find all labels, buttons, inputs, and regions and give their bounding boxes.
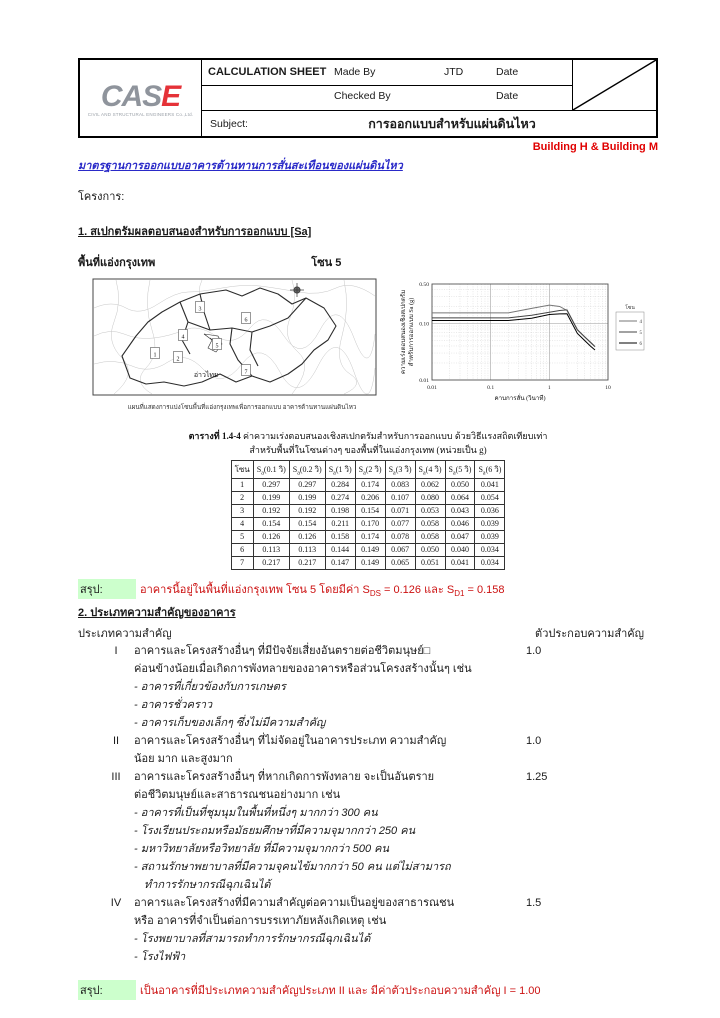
spectra-col-header: $S_a(6$ วิ) [475, 461, 505, 479]
importance-numeral: II [112, 734, 120, 747]
made-by-value: JTD [444, 66, 464, 78]
spectra-col-header: โซน [231, 461, 253, 479]
svg-text:0.1: 0.1 [487, 385, 495, 391]
logo-cas: CAS [100, 80, 162, 113]
summary-2-text: เป็นอาคารที่มีประเภทความสำคัญประเภท II และ มีค่าตัวประกอบความสำคัญ I = 1.00 [140, 984, 541, 997]
svg-text:10: 10 [605, 385, 611, 391]
svg-text:สำหรับการออกแบบ Sa (g): สำหรับการออกแบบ Sa (g) [408, 297, 415, 367]
sheet-header [78, 58, 658, 138]
summary-1 [78, 579, 658, 599]
standard-title: มาตรฐานการออกแบบอาคารต้านทานการสั่นสะเทือนของแผ่นดินไหว [78, 160, 403, 172]
importance-item [78, 768, 658, 894]
summary-1-label: สรุป: [78, 579, 136, 599]
importance-column-headers [78, 624, 658, 642]
svg-text:ความเร่งตอบสนองเชิงสเปกตรัม: ความเร่งตอบสนองเชิงสเปกตรัม [400, 289, 407, 375]
spectrum-chart-figure [396, 278, 654, 420]
importance-line: - อาคารชั่วคราว [134, 698, 213, 711]
importance-line: - สถานรักษาพยาบาลที่มีความจุคนไข้มากกว่า 50 คน แต่ไม่สามารถ [134, 860, 451, 873]
importance-line: อาคารและโครงสร้างอื่นๆ ที่มีปัจจัยเสี่ยงอันตรายต่อชีวิตมนุษย์□ [134, 644, 431, 657]
importance-line: อาคารและโครงสร้างอื่นๆ ที่ไม่จัดอยู่ในอาคารประเภท ความสำคัญ [134, 734, 447, 747]
importance-line: - อาคารที่เป็นที่ชุมนุมในพื้นที่หนึ่งๆ มากกว่า 300 คน [134, 806, 378, 819]
spectra-row: 3 0.192 0.192 0.198 0.154 0.071 0.053 0.043 0.036 [231, 504, 505, 517]
header-row-checked-by [202, 86, 572, 110]
spectra-col-header: $S_a(5$ วิ) [445, 461, 475, 479]
sheet-title: CALCULATION SHEET [208, 66, 327, 78]
sea-label: อ่าวไทย [193, 371, 219, 379]
spectra-row: 4 0.154 0.154 0.211 0.170 0.077 0.058 0.046 0.039 [231, 517, 505, 530]
area-zone-row [78, 253, 658, 271]
importance-line: - โรงไฟฟ้า [134, 950, 186, 963]
map-caption: แผนที่แสดงการแบ่งโซนพื้นที่แอ่งกรุงเทพเพื่อการออกแบบ อาคารต้านทานแผ่นดินไหว [127, 404, 357, 411]
svg-text:5: 5 [639, 331, 642, 336]
svg-text:7: 7 [244, 369, 248, 376]
header-corner-box [572, 60, 656, 110]
building-tag: Building H & Building M [532, 141, 658, 153]
svg-text:1: 1 [547, 385, 551, 391]
spectra-col-header: $S_a(1$ วิ) [325, 461, 355, 479]
svg-text:3: 3 [198, 306, 202, 313]
spectra-col-header: $S_a(3$ วิ) [385, 461, 415, 479]
spectra-col-header: $S_a(4$ วิ) [415, 461, 445, 479]
logo-text [100, 80, 181, 113]
table-caption [78, 429, 658, 457]
section1-title: 1. สเปกตรัมผลตอบสนองสำหรับการออกแบบ [Sa] [78, 226, 312, 238]
importance-line: - อาคารเก็บของเล็กๆ ซึ่งไม่มีความสำคัญ [134, 716, 326, 729]
checked-by-label: Checked By [334, 90, 391, 102]
bangkok-zone-map [92, 278, 377, 396]
svg-text:6: 6 [244, 317, 248, 324]
importance-col-left: ประเภทความสำคัญ [78, 627, 172, 640]
table-caption-text2: สำหรับพื้นที่ในโซนต่างๆ ของพื้นที่ในแอ่งกรุงเทพ (หน่วยเป็น g) [249, 445, 487, 455]
spectra-row: 7 0.217 0.217 0.147 0.149 0.065 0.051 0.041 0.034 [231, 556, 505, 569]
importance-line: - มหาวิทยาลัยหรือวิทยาลัย ที่มีความจุมากกว่า 500 คน [134, 842, 390, 855]
importance-item [78, 642, 658, 732]
svg-text:0.10: 0.10 [419, 321, 429, 328]
spectra-col-header: $S_a(0.2$ วิ) [289, 461, 325, 479]
figures-row [78, 278, 658, 420]
importance-factor: 1.0 [526, 644, 542, 657]
importance-col-right: ตัวประกอบความสำคัญ [535, 627, 644, 640]
section2-title: 2. ประเภทความสำคัญของอาคาร [78, 606, 236, 619]
importance-line: น้อย มาก และสูงมาก [134, 752, 233, 765]
svg-text:คาบการสั่น (วินาที): คาบการสั่น (วินาที) [494, 395, 546, 402]
spectra-row: 2 0.199 0.199 0.274 0.206 0.107 0.080 0.064 0.054 [231, 491, 505, 504]
date-label-2: Date [496, 90, 519, 102]
spectra-row: 1 0.297 0.297 0.284 0.174 0.083 0.062 0.050 0.041 [231, 478, 505, 491]
importance-numeral: I [114, 644, 118, 657]
subject-label: Subject: [210, 117, 248, 130]
area-label: พื้นที่แอ่งกรุงเทพ [78, 257, 156, 269]
importance-factor: 1.5 [526, 896, 542, 909]
diagonal-slash-icon [573, 60, 656, 110]
importance-line: - โรงพยาบาลที่สามารถทำการรักษากรณีฉุกเฉินได้ [134, 932, 371, 945]
company-logo [80, 60, 202, 136]
spectra-row: 6 0.113 0.113 0.144 0.149 0.067 0.050 0.040 0.034 [231, 543, 505, 556]
svg-text:5: 5 [215, 343, 219, 350]
zone-map-figure [92, 278, 392, 420]
table-caption-label: ตารางที่ 1.4-4 [188, 431, 241, 441]
summary-2-label: สรุป: [78, 980, 136, 1000]
importance-item [78, 732, 658, 768]
importance-line: - อาคารที่เกี่ยวข้องกับการเกษตร [134, 680, 286, 693]
importance-item [78, 894, 658, 966]
importance-line: ทำการรักษากรณีฉุกเฉินได้ [144, 878, 271, 891]
spectrum-series-zone-5 [432, 310, 595, 347]
date-label-1: Date [496, 66, 519, 78]
svg-text:0.01: 0.01 [419, 378, 429, 384]
response-spectrum-chart [396, 278, 654, 418]
subject-row [202, 110, 656, 136]
spectra-row: 5 0.126 0.126 0.158 0.174 0.078 0.058 0.047 0.039 [231, 530, 505, 543]
svg-text:4: 4 [181, 334, 185, 341]
made-by-label: Made By [334, 66, 376, 78]
importance-line: - โรงเรียนประถมหรือมัธยมศึกษาที่มีความจุมากกว่า 250 คน [134, 824, 416, 837]
logo-e: E [161, 80, 181, 113]
table-caption-text1: ค่าความเร่งตอบสนองเชิงสเปกตรัมสำหรับการออกแบบ ด้วยวิธีแรงสถิตเทียบเท่า [242, 431, 548, 441]
spectrum-series-zone-6 [432, 314, 595, 350]
svg-text:2: 2 [176, 356, 180, 363]
svg-text:0.01: 0.01 [427, 385, 437, 391]
summary-2 [78, 980, 658, 1000]
importance-factor: 1.0 [526, 734, 542, 747]
spectra-col-header: $S_a(2$ วิ) [355, 461, 385, 479]
importance-items-list [78, 642, 658, 966]
importance-numeral: IV [110, 896, 122, 909]
svg-text:4: 4 [639, 320, 642, 325]
logo-subtitle: CIVIL AND STRUCTURAL ENGINEERS Co.,Ltd. [87, 112, 194, 117]
importance-factor: 1.25 [526, 770, 548, 783]
importance-line: ค่อนข้างน้อยเมื่อเกิดการพังทลายของอาคารหรือส่วนโครงสร้างนั้นๆ เช่น [134, 662, 472, 675]
svg-text:6: 6 [639, 342, 642, 347]
subject-value: การออกแบบสำหรับแผ่นดินไหว [368, 116, 536, 131]
header-row-made-by [202, 60, 572, 86]
spectra-col-header: $S_a(0.1$ วิ) [253, 461, 289, 479]
svg-text:1: 1 [153, 352, 157, 359]
importance-numeral: III [111, 770, 121, 783]
zone-label: โซน 5 [311, 257, 342, 269]
project-label: โครงการ: [78, 191, 125, 203]
spectra-table [231, 460, 506, 570]
svg-text:โซน: โซน [625, 306, 635, 311]
svg-text:0.50: 0.50 [419, 282, 429, 288]
importance-line: อาคารและโครงสร้างอื่นๆ ที่หากเกิดการพังทลาย จะเป็นอันตราย [134, 770, 435, 783]
importance-line: ต่อชีวิตมนุษย์และสาธารณชนอย่างมาก เช่น [134, 788, 341, 801]
summary-1-text: อาคารนี้อยู่ในพื้นที่แอ่งกรุงเทพ โซน 5 โดยมีค่า $S_{DS} = 0.126$ และ $S_{D1} = 0.158$ [140, 583, 505, 598]
importance-line: หรือ อาคารที่จำเป็นต่อการบรรเทาภัยหลังเกิดเหตุ เช่น [134, 914, 387, 927]
importance-line: อาคารและโครงสร้างที่มีความสำคัญต่อความเป็นอยู่ของสาธารณชน [134, 896, 455, 909]
